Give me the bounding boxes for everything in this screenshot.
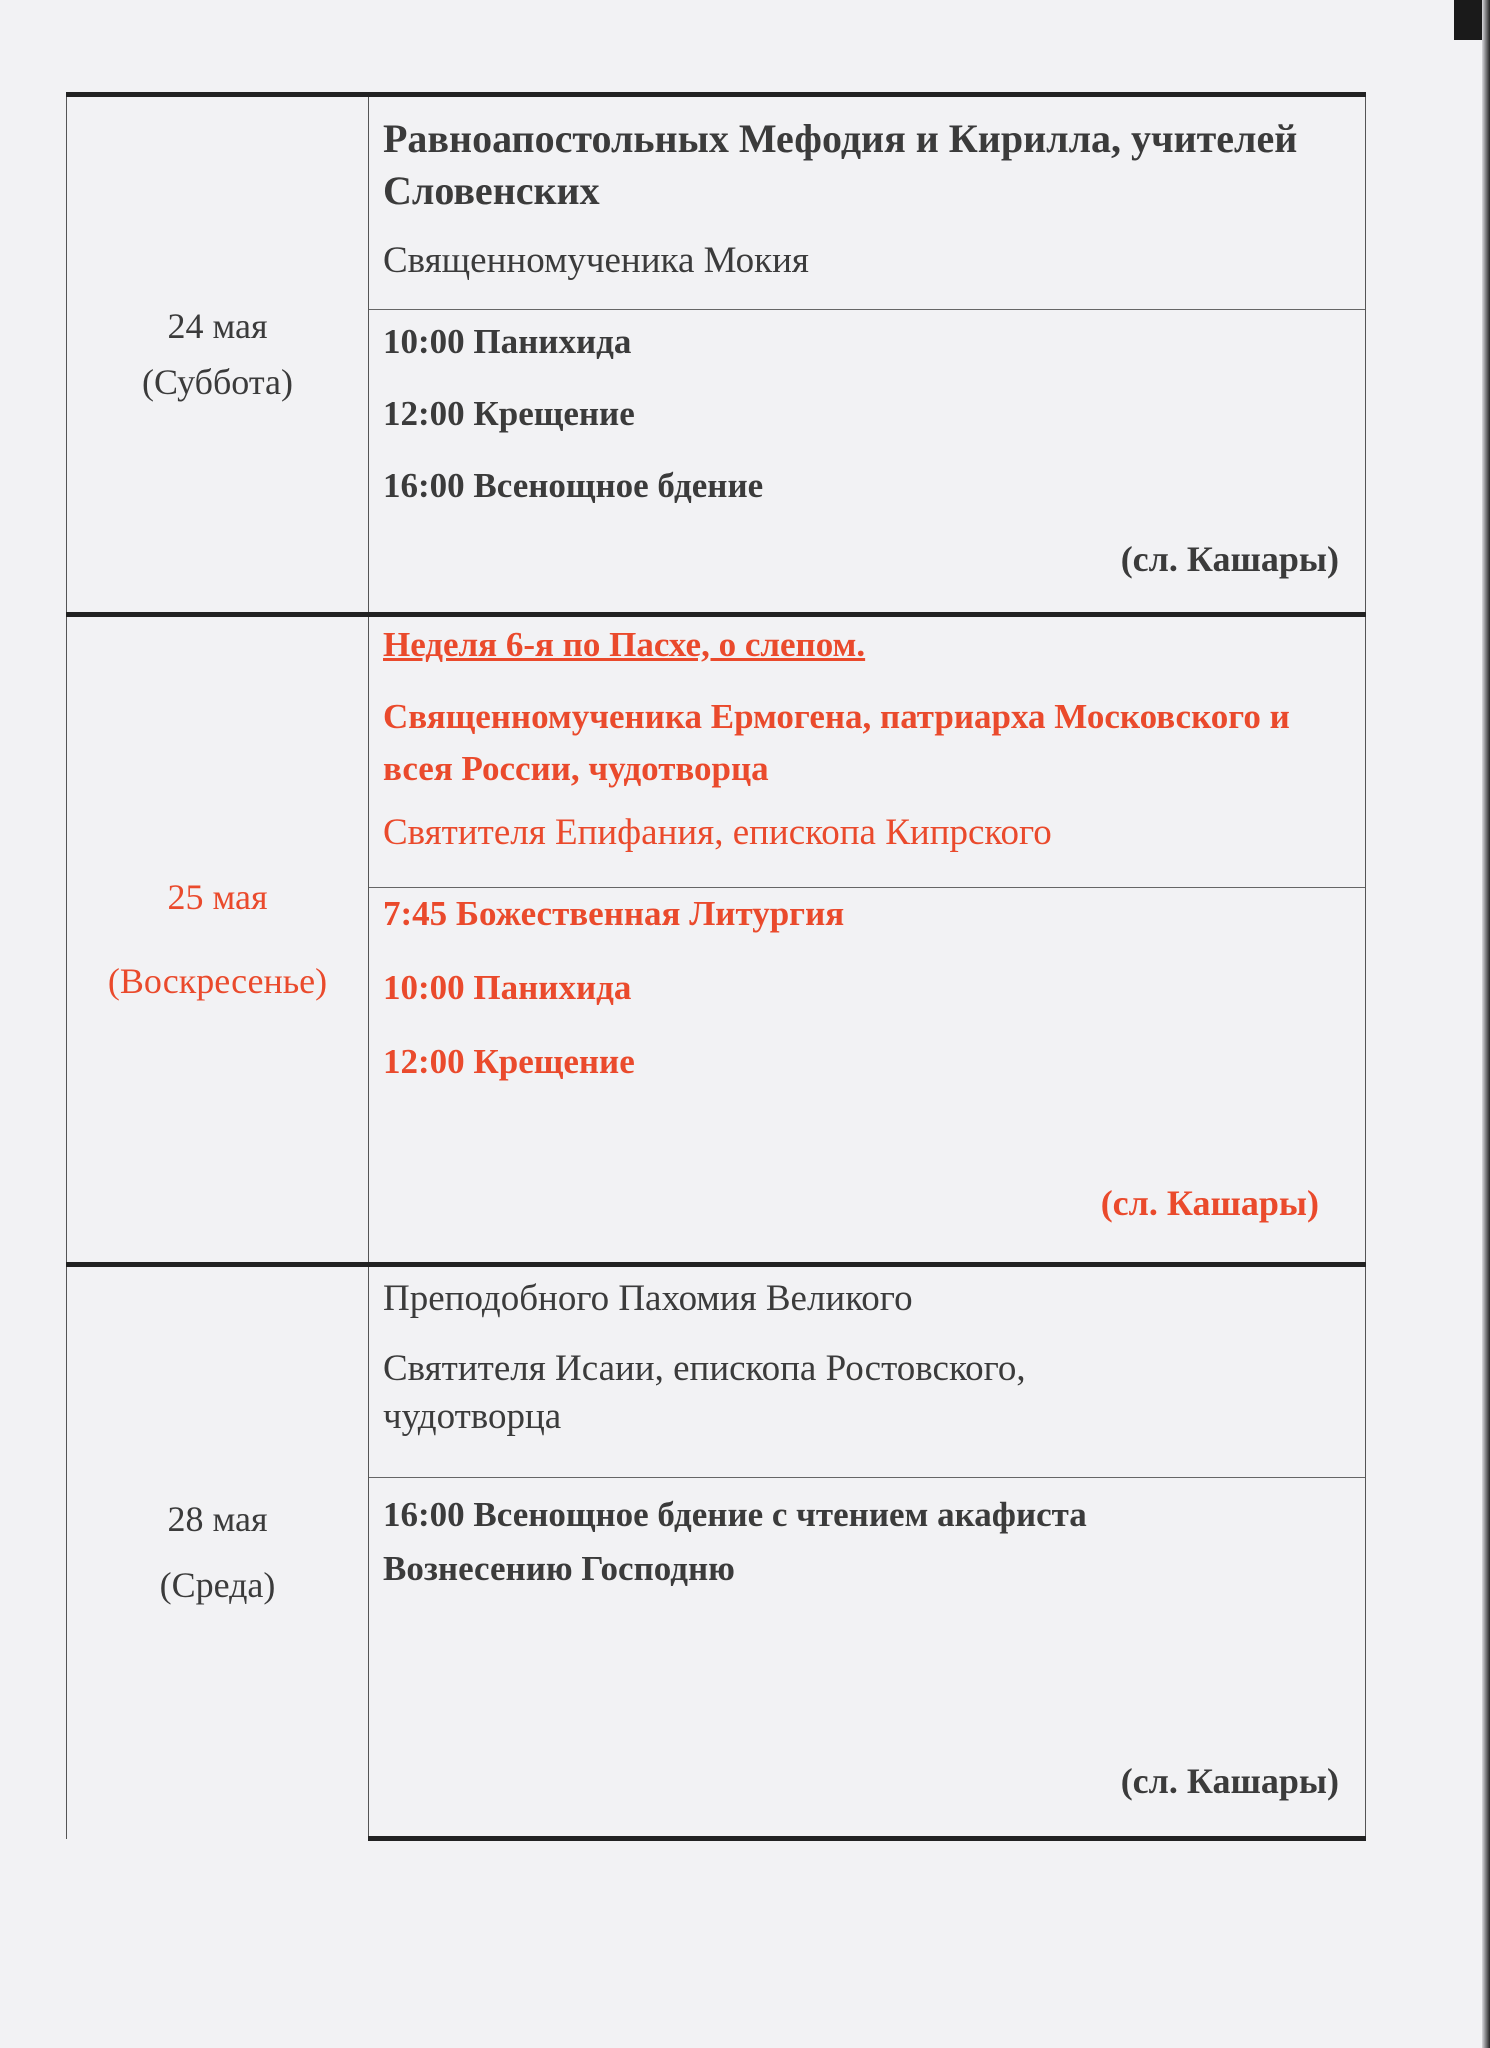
- weekday-label: (Воскресенье): [107, 960, 328, 1001]
- feast-note: Преподобного Пахомия Великого: [383, 1278, 913, 1319]
- date-cell: [67, 1265, 369, 1839]
- feast-title: Священномученика Ермогена, патриарха Московского и всея России, чудотворца: [383, 697, 1290, 788]
- service-item: 16:00 Всенощное бдение с чтением акафиста Вознесению Господню: [383, 1495, 1087, 1588]
- feast-note: Святителя Епифания, епископа Кипрского: [383, 812, 1052, 853]
- date-label: 24 мая: [167, 305, 268, 346]
- services-cell: [369, 1478, 1366, 1839]
- service-item: 12:00 Крещение: [383, 1042, 635, 1081]
- service-item: 7:45 Божественная Литургия: [383, 894, 845, 933]
- date-label: 28 мая: [167, 1498, 268, 1539]
- day-row-24-may: [67, 95, 1366, 310]
- feast-note-2: Святителя Исаии, епископа Ростовского, чудотворца: [383, 1348, 1026, 1437]
- feast-heading: Неделя 6-я по Пасхе, о слепом.: [383, 625, 866, 664]
- location-label: (сл. Кашары): [1100, 1183, 1319, 1223]
- scan-corner-mark: [1454, 0, 1482, 40]
- day-row-28-may: [67, 1265, 1366, 1478]
- day-row-25-may: [67, 615, 1366, 888]
- date-cell: [67, 95, 369, 615]
- feast-title: Равноапостольных Мефодия и Кирилла, учителей Словенских: [383, 116, 1298, 213]
- feast-cell: [369, 615, 1366, 888]
- schedule-table: [66, 92, 1366, 1841]
- feast-note: Священномученика Мокия: [383, 240, 809, 281]
- service-item: 16:00 Всенощное бдение: [383, 466, 764, 505]
- date-cell: [67, 615, 369, 1265]
- weekday-label: (Среда): [159, 1564, 276, 1605]
- feast-cell: [369, 1265, 1366, 1478]
- services-cell: [369, 888, 1366, 1265]
- location-label: (сл. Кашары): [1120, 1761, 1339, 1801]
- scan-page-edge: [1482, 0, 1490, 2048]
- feast-cell: [369, 95, 1366, 310]
- date-label: 25 мая: [167, 876, 268, 917]
- location-label: (сл. Кашары): [1120, 539, 1339, 579]
- weekday-label: (Суббота): [142, 361, 293, 402]
- service-item: 10:00 Панихида: [383, 968, 632, 1007]
- service-item: 10:00 Панихида: [383, 322, 632, 361]
- services-cell: [369, 310, 1366, 615]
- service-item: 12:00 Крещение: [383, 394, 635, 433]
